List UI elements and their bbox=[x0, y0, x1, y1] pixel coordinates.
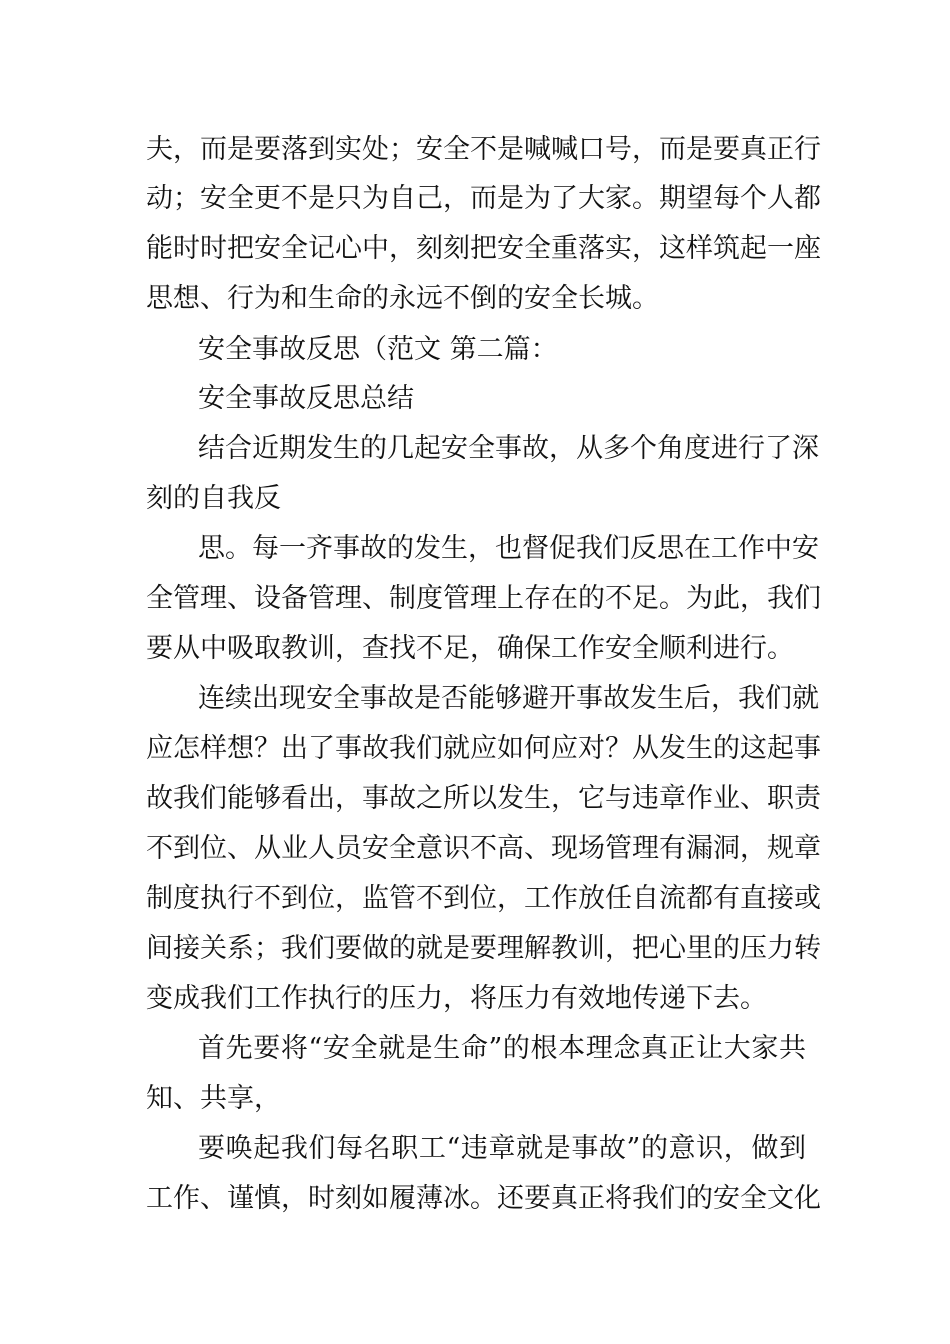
paragraph-first-line: 要唤起我们每名职工“违章就是事故”的意识，做到 bbox=[198, 1133, 806, 1164]
body-text-line: 不到位、从业人员安全意识不高、现场管理有漏洞，规章 bbox=[146, 833, 821, 864]
body-text-line: 应怎样想？出了事故我们就应如何应对？从发生的这起事 bbox=[146, 733, 821, 764]
section-heading: 安全事故反思（范文 第二篇： bbox=[198, 334, 558, 365]
paragraph-first-line: 连续出现安全事故是否能够避开事故发生后，我们就 bbox=[198, 683, 819, 714]
body-text-line: 故我们能够看出，事故之所以发生，它与违章作业、职责 bbox=[146, 783, 821, 814]
body-text-line: 能时时把安全记心中，刻刻把安全重落实，这样筑起一座 bbox=[146, 233, 821, 264]
body-text-line: 间接关系；我们要做的就是要理解教训，把心里的压力转 bbox=[146, 933, 821, 964]
body-text-line: 全管理、设备管理、制度管理上存在的不足。为此，我们 bbox=[146, 583, 821, 614]
body-text-line: 要从中吸取教训，查找不足，确保工作安全顺利进行。 bbox=[146, 633, 794, 664]
body-text-line: 制度执行不到位，监管不到位，工作放任自流都有直接或 bbox=[146, 883, 821, 914]
paragraph-first-line: 思。每一齐事故的发生，也督促我们反思在工作中安 bbox=[198, 533, 819, 564]
body-text-line: 变成我们工作执行的压力，将压力有效地传递下去。 bbox=[146, 983, 767, 1014]
paragraph-first-line: 结合近期发生的几起安全事故，从多个角度进行了深 bbox=[198, 433, 819, 464]
body-text-line: 动；安全更不是只为自己，而是为了大家。期望每个人都 bbox=[146, 183, 821, 214]
body-text-line: 思想、行为和生命的永远不倒的安全长城。 bbox=[146, 283, 659, 314]
body-text-line: 夫，而是要落到实处；安全不是喊喊口号，而是要真正行 bbox=[146, 134, 821, 165]
paragraph-first-line: 首先要将“安全就是生命”的根本理念真正让大家共 bbox=[198, 1033, 806, 1064]
body-text-line: 工作、谨慎，时刻如履薄冰。还要真正将我们的安全文化 bbox=[146, 1183, 821, 1214]
body-text-line: 刻的自我反 bbox=[146, 483, 281, 514]
body-text-line: 知、共享， bbox=[146, 1083, 281, 1114]
section-subheading: 安全事故反思总结 bbox=[198, 383, 414, 414]
